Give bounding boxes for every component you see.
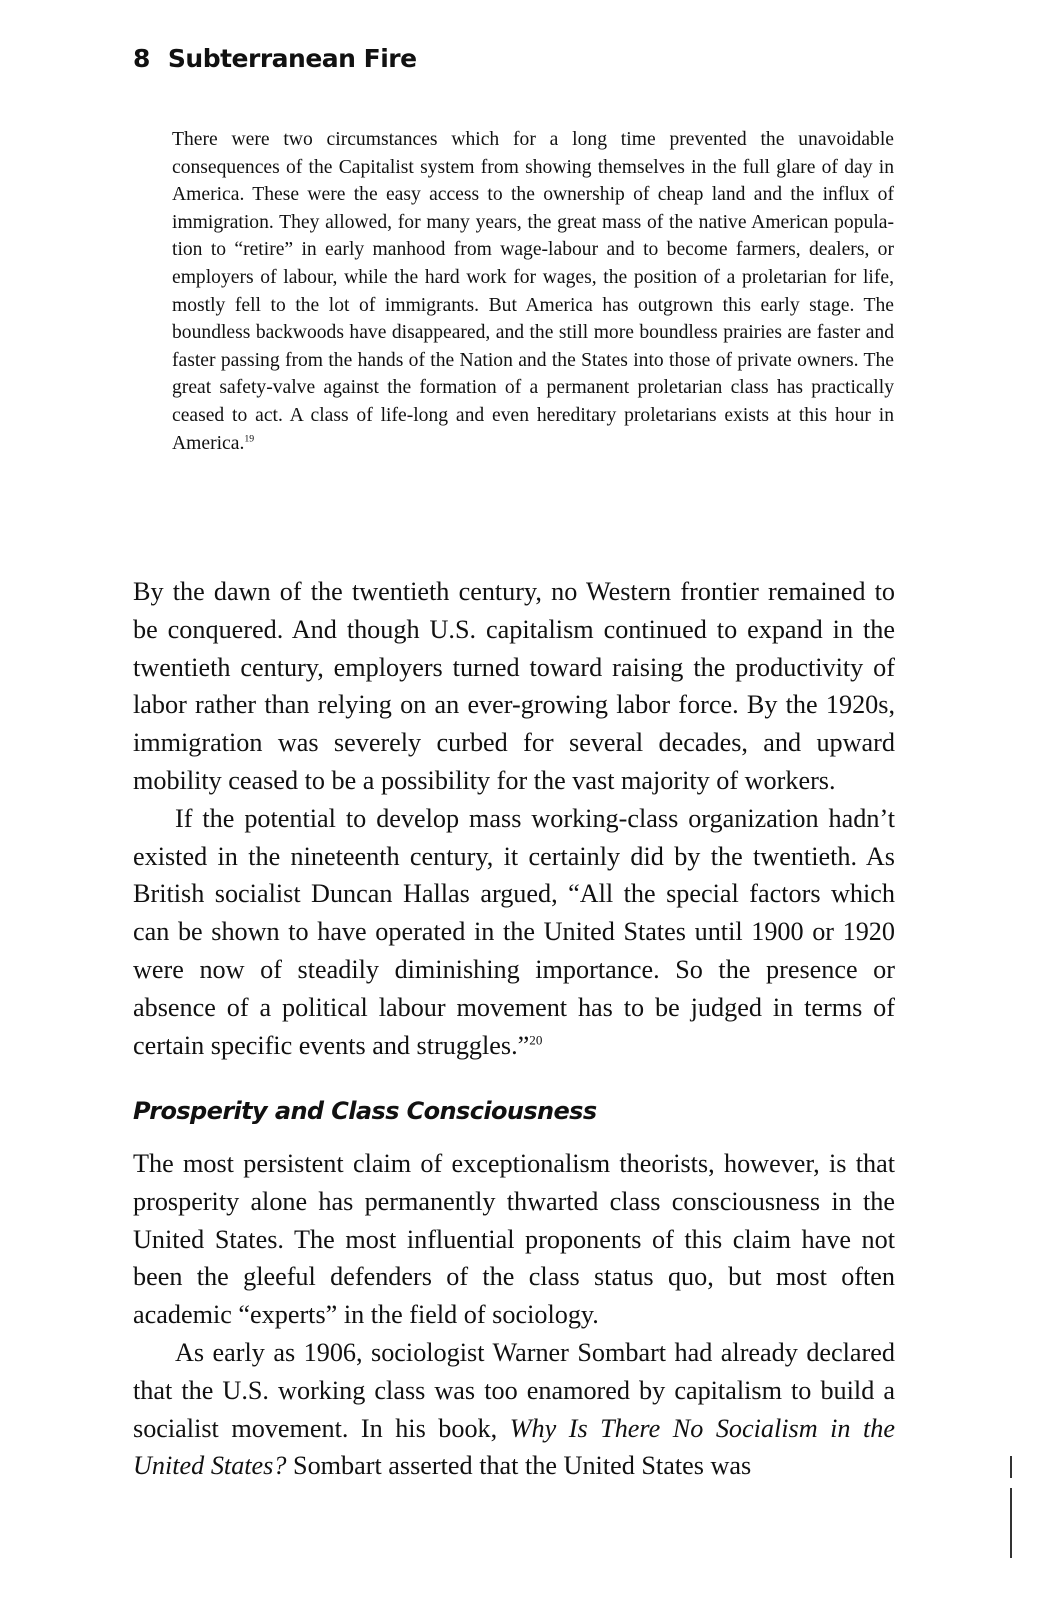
scan-edge-mark [1010,1456,1012,1478]
paragraph-frontier [133,573,895,800]
paragraph-sombart-text-end: Sombart asserted that the United States was [286,1451,752,1481]
paragraph-hallas [133,800,895,1065]
body-text-main [133,573,895,1064]
paragraph-exceptionalism [133,1145,895,1334]
block-quote-paragraph [172,126,894,457]
paragraph-hallas-text: If the potential to develop mass working-class organization hadn’t existed in the nineteenth century, it certainly did by the twentieth. As British socialist Duncan Hallas argued, “All the special factors which can be shown to have operated in the United States until 1900 or 1920 were now of steadily diminishing importance. So the presence or absence of a political labour movement has to be judged in terms of certain specific events and struggles.” [133,803,895,1060]
paragraph-exceptionalism-text: The most persistent claim of exceptionalism theorists, however, is that prosperity alone has permanently thwarted class consciousness in the United States. The most influential proponents of this claim have not been the gleeful defenders of the class status quo, but most often academic “experts” in the field of sociology. [133,1149,895,1330]
body-text-section [133,1145,895,1485]
paragraph-sombart-text-start: As early as 1906, sociologist Warner Sombart had already declared that the U.S. working class was too enamored by capitalism to build a socialist movement. In his book, [133,1337,895,1443]
sombart-book-title: Why Is There No Socialism in the United States? [133,1413,896,1481]
running-head [133,44,417,73]
page-number: 8 [133,44,150,73]
footnote-ref-19: 19 [244,433,255,444]
book-title: Subterranean Fire [167,44,417,73]
paragraph-sombart [133,1334,895,1485]
section-heading: Prosperity and Class Consciousness [133,1097,597,1125]
block-quote-text: There were two circumstances which for a long time prevented the unavoidable consequences of the Capitalist system from showing themselves in the full glare of day in America. These were the easy access to the ownership of cheap land and the influx of immigration. They allowed, for many years, the great mass of the native American population to “retire” in early manhood from wage-labour and to become farmers, dealers, or employers of labour, while the hard work for wages, the position of a proletarian for life, mostly fell to the lot of immigrants. But America has outgrown this early stage. The boundless backwoods have disappeared, and the still more boundless prairies are faster and faster passing from the hands of the Nation and the States into those of private owners. The great safety-valve against the formation of a permanent proletarian class has practically ceased to act. A class of life-long and even hereditary proletarians exists at this hour in America. [172,129,894,454]
footnote-ref-20: 20 [529,1031,543,1047]
paragraph-frontier-text: By the dawn of the twentieth century, no Western frontier remained to be conquered. And though U.S. capitalism continued to expand in the twentieth century, employers turned toward raising the productivity of labor rather than relying on an ever-growing labor force. By the 1920s, immigration was severely curbed for several decades, and upward mobility ceased to be a possibility for the vast majority of workers. [133,577,895,795]
scan-edge-mark [1010,1488,1012,1558]
block-quote [172,126,894,457]
